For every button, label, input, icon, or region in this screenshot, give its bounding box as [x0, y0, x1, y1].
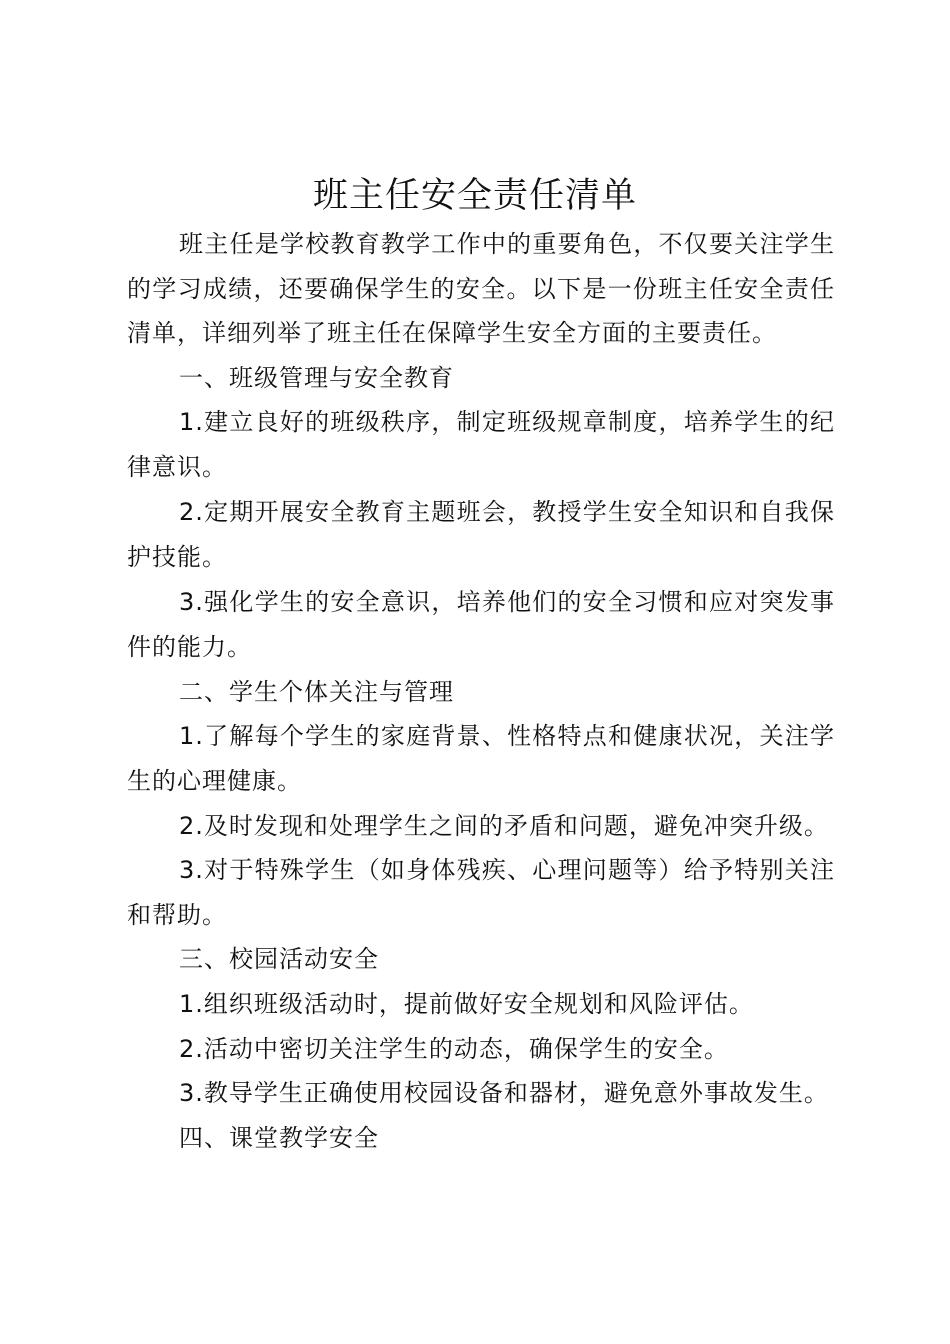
section-1-item-1: 1.建立良好的班级秩序，制定班级规章制度，培养学生的纪律意识。 — [127, 408, 835, 481]
document-title: 班主任安全责任清单 — [312, 176, 637, 216]
section-1-heading: 一、班级管理与安全教育 — [179, 364, 454, 392]
section-1-item-3: 3.强化学生的安全意识，培养他们的安全习惯和应对突发事件的能力。 — [127, 588, 835, 661]
section-3-item-1: 1.组织班级活动时，提前做好安全规划和风险评估。 — [179, 990, 754, 1018]
section-2-item-2: 2.及时发现和处理学生之间的矛盾和问题，避免冲突升级。 — [179, 812, 829, 840]
section-2-item-1: 1.了解每个学生的家庭背景、性格特点和健康状况，关注学生的心理健康。 — [127, 722, 835, 795]
intro-paragraph: 班主任是学校教育教学工作中的重要角色，不仅要关注学生的学习成绩，还要确保学生的安全。以下是一份班主任安全责任清单，详细列举了班主任在保障学生安全方面的主要责任。 — [127, 230, 835, 348]
section-2-item-3: 3.对于特殊学生（如身体残疾、心理问题等）给予特别关注和帮助。 — [127, 856, 835, 929]
section-1-item-2: 2.定期开展安全教育主题班会，教授学生安全知识和自我保护技能。 — [127, 498, 835, 571]
section-3-heading: 三、校园活动安全 — [179, 945, 379, 973]
section-2-heading: 二、学生个体关注与管理 — [179, 678, 454, 706]
section-3-item-3: 3.教导学生正确使用校园设备和器材，避免意外事故发生。 — [179, 1079, 829, 1107]
section-3-item-2: 2.活动中密切关注学生的动态，确保学生的安全。 — [179, 1035, 729, 1063]
section-4-heading: 四、课堂教学安全 — [179, 1124, 379, 1152]
